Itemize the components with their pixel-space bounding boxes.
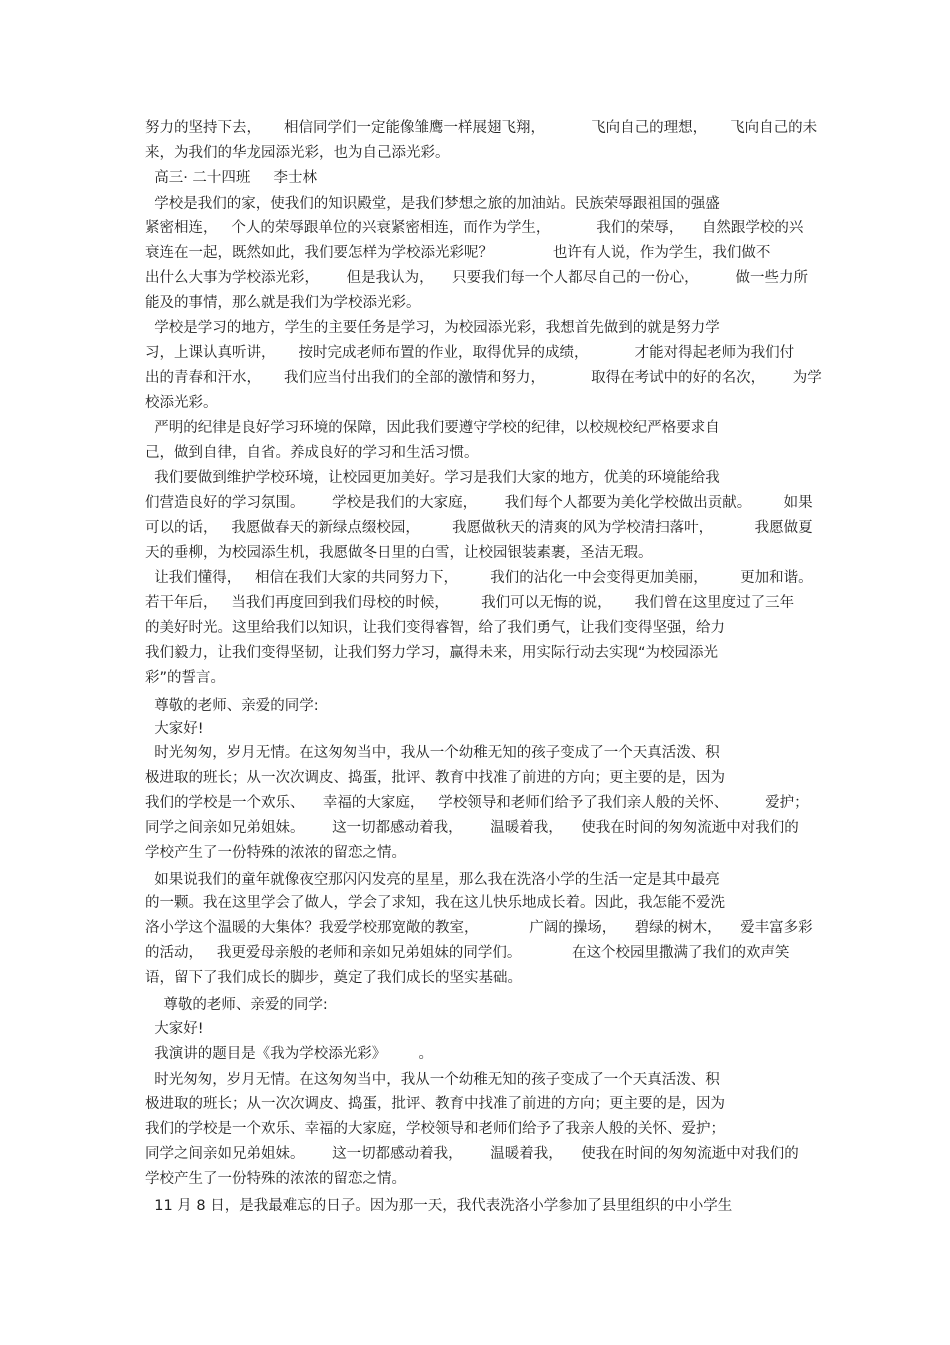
text-line: 校添光彩。: [145, 395, 218, 411]
text-line: 我们毅力，让我们变得坚韧，让我们努力学习，赢得未来，用实际行动去实现“为校园添光: [145, 645, 719, 661]
text-line: 高三· 二十四班 李士林: [145, 170, 317, 186]
text-line: 大家好!: [145, 1021, 204, 1037]
text-line: 让我们懂得， 相信在我们大家的共同努力下， 我们的沾化一中会变得更加美丽， 更加和谐。: [145, 570, 813, 586]
text-line: 习，上课认真听讲， 按时完成老师布置的作业，取得优异的成绩， 才能对得起老师为我们付: [145, 345, 795, 361]
text-line: 衰连在一起，既然如此，我们要怎样为学校添光彩呢？ 也许有人说，作为学生，我们做不: [145, 245, 771, 261]
text-line: 同学之间亲如兄弟姐妹。 这一切都感动着我， 温暖着我， 使我在时间的匆匆流逝中对我们的: [145, 820, 799, 836]
text-line: 尊敬的老师、亲爱的同学:: [145, 698, 319, 714]
text-line: 11 月 8 日，是我最难忘的日子。因为那一天，我代表洗洛小学参加了县里组织的中小学生: [145, 1198, 733, 1214]
text-line: 们营造良好的学习氛围。 学校是我们的大家庭， 我们每个人都要为美化学校做出贡献。 如果: [145, 495, 813, 511]
text-line: 我们的学校是一个欢乐、幸福的大家庭，学校领导和老师们给予了我亲人般的关怀、爱护；: [145, 1121, 725, 1137]
text-line: 学校产生了一份特殊的浓浓的留恋之情。: [145, 1171, 406, 1187]
text-line: 尊敬的老师、亲爱的同学:: [145, 997, 328, 1013]
text-line: 可以的话， 我愿做春天的新绿点缀校园， 我愿做秋天的清爽的风为学校清扫落叶， 我愿做夏: [145, 520, 813, 536]
text-line: 学校产生了一份特殊的浓浓的留恋之情。: [145, 845, 406, 861]
text-line: 严明的纪律是良好学习环境的保障，因此我们要遵守学校的纪律，以校规校纪严格要求自: [145, 420, 720, 436]
text-line: 出的青春和汗水， 我们应当付出我们的全部的激情和努力， 取得在考试中的好的名次， 为学: [145, 370, 822, 386]
text-line: 学校是学习的地方，学生的主要任务是学习，为校园添光彩，我想首先做到的就是努力学: [145, 320, 720, 336]
text-line: 极进取的班长；从一次次调皮、捣蛋，批评、教育中找准了前进的方向；更主要的是，因为: [145, 770, 725, 786]
text-line: 时光匆匆，岁月无情。在这匆匆当中，我从一个幼稚无知的孩子变成了一个天真活泼、积: [145, 745, 720, 761]
text-line: 彩”的誓言。: [145, 670, 226, 686]
text-line: 我演讲的题目是《我为学校添光彩》 。: [145, 1046, 433, 1062]
text-line: 来，为我们的华龙园添光彩，也为自己添光彩。: [145, 145, 450, 161]
text-line: 学校是我们的家，使我们的知识殿堂，是我们梦想之旅的加油站。民族荣辱跟祖国的强盛: [145, 196, 720, 212]
text-line: 极进取的班长；从一次次调皮、捣蛋，批评、教育中找准了前进的方向；更主要的是，因为: [145, 1096, 725, 1112]
text-line: 我们的学校是一个欢乐、 幸福的大家庭， 学校领导和老师们给予了我们亲人般的关怀、 爱护；: [145, 795, 809, 811]
text-line: 洛小学这个温暖的大集体？我爱学校那宽敞的教室， 广阔的操场， 碧绿的树木， 爱丰富多彩: [145, 920, 813, 936]
text-line: 若干年后， 当我们再度回到我们母校的时候， 我们可以无悔的说， 我们曾在这里度过了三年: [145, 595, 795, 611]
text-line: 语，留下了我们成长的脚步，奠定了我们成长的坚实基础。: [145, 970, 522, 986]
text-line: 如果说我们的童年就像夜空那闪闪发亮的星星，那么我在洗洛小学的生活一定是其中最亮: [145, 872, 720, 888]
text-line: 大家好!: [145, 721, 204, 737]
text-line: 天的垂柳，为校园添生机，我愿做冬日里的白雪，让校园银装素裹，圣洁无瑕。: [145, 545, 653, 561]
text-line: 紧密相连， 个人的荣辱跟单位的兴衰紧密相连，而作为学生， 我们的荣辱， 自然跟学校的兴: [145, 220, 804, 236]
text-line: 的活动， 我更爱母亲般的老师和亲如兄弟姐妹的同学们。 在这个校园里撒满了我们的欢声笑: [145, 945, 790, 961]
text-line: 同学之间亲如兄弟姐妹。 这一切都感动着我， 温暖着我， 使我在时间的匆匆流逝中对我们的: [145, 1146, 799, 1162]
text-line: 时光匆匆，岁月无情。在这匆匆当中，我从一个幼稚无知的孩子变成了一个天真活泼、积: [145, 1072, 720, 1088]
text-line: 努力的坚持下去， 相信同学们一定能像雏鹰一样展翅飞翔， 飞向自己的理想， 飞向自己的未: [145, 120, 818, 136]
text-line: 的美好时光。这里给我们以知识，让我们变得睿智，给了我们勇气，让我们变得坚强，给力: [145, 620, 725, 636]
text-line: 我们要做到维护学校环境，让校园更加美好。学习是我们大家的地方，优美的环境能给我: [145, 470, 720, 486]
text-line: 出什么大事为学校添光彩， 但是我认为， 只要我们每一个人都尽自己的一份心， 做一些力所: [145, 270, 808, 286]
text-line: 能及的事情，那么就是我们为学校添光彩。: [145, 295, 421, 311]
text-line: 己，做到自律，自省。养成良好的学习和生活习惯。: [145, 445, 479, 461]
text-line: 的一颗。我在这里学会了做人，学会了求知，我在这儿快乐地成长着。因此，我怎能不爱洗: [145, 895, 725, 911]
